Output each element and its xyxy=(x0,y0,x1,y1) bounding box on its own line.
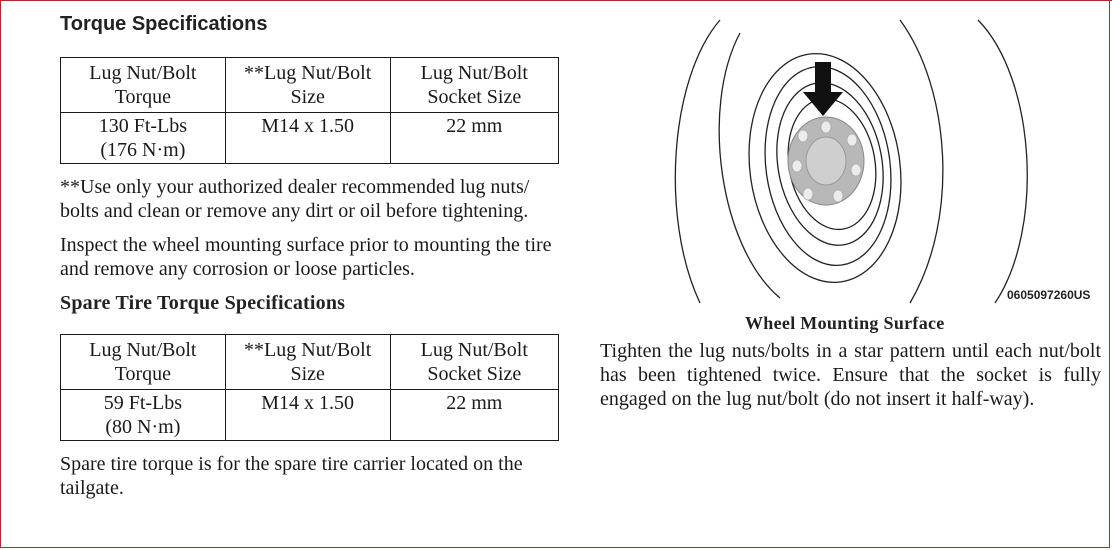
table-header-row xyxy=(61,335,559,390)
torque-spec-table xyxy=(60,57,559,164)
dealer-note: **Use only your authorized dealer recommended lug nuts/ bolts and clean or remove any dirt or oil before tightening. xyxy=(60,176,530,222)
torque-nm: (176 N·m) xyxy=(100,139,186,161)
inspect-note: Inspect the wheel mounting surface prior to mounting the tire and remove any corrosion or loose particles. xyxy=(60,234,552,280)
cell-size: M14 x 1.50 xyxy=(225,113,390,164)
torque-nm: (80 N·m) xyxy=(105,416,181,438)
figure-caption: Wheel Mounting Surface xyxy=(745,313,945,333)
cell-torque xyxy=(61,390,226,441)
spare-spec-table xyxy=(60,334,559,441)
spare-note: Spare tire torque is for the spare tire carrier located on the tailgate. xyxy=(60,453,523,499)
hub-icon xyxy=(788,117,864,205)
torque-ftlbs: 59 Ft-Lbs xyxy=(103,392,183,414)
tire-outer-right-arc xyxy=(978,20,1027,303)
cell-socket: 22 mm xyxy=(390,113,558,164)
header-socket: Lug Nut/Bolt Socket Size xyxy=(390,335,558,390)
tire-outer-left-arc xyxy=(675,20,720,303)
table-row xyxy=(61,113,559,164)
table-row xyxy=(61,390,559,441)
torque-heading: Torque Specifications xyxy=(60,13,268,35)
tightening-instruction: Tighten the lug nuts/bolts in a star pattern until each nut/bolt has been tightened twice. Ensure that the socket is fully engaged on the lug nut/bolt (do not insert it half-way). xyxy=(600,340,1101,410)
table-header-row xyxy=(61,58,559,113)
header-size: **Lug Nut/Bolt Size xyxy=(225,335,390,390)
cell-size: M14 x 1.50 xyxy=(225,390,390,441)
header-torque: Lug Nut/Bolt Torque xyxy=(61,335,226,390)
cell-socket: 22 mm xyxy=(390,390,558,441)
wheel-mounting-illustration xyxy=(660,18,1040,308)
spare-heading: Spare Tire Torque Specifications xyxy=(60,292,346,314)
header-socket: Lug Nut/Bolt Socket Size xyxy=(390,58,558,113)
figure-id: 0605097260US xyxy=(1007,288,1091,302)
torque-ftlbs: 130 Ft-Lbs xyxy=(98,115,188,137)
cell-torque xyxy=(61,113,226,164)
header-size: **Lug Nut/Bolt Size xyxy=(225,58,390,113)
header-torque: Lug Nut/Bolt Torque xyxy=(61,58,226,113)
tire-inner-right-arc xyxy=(900,20,943,303)
